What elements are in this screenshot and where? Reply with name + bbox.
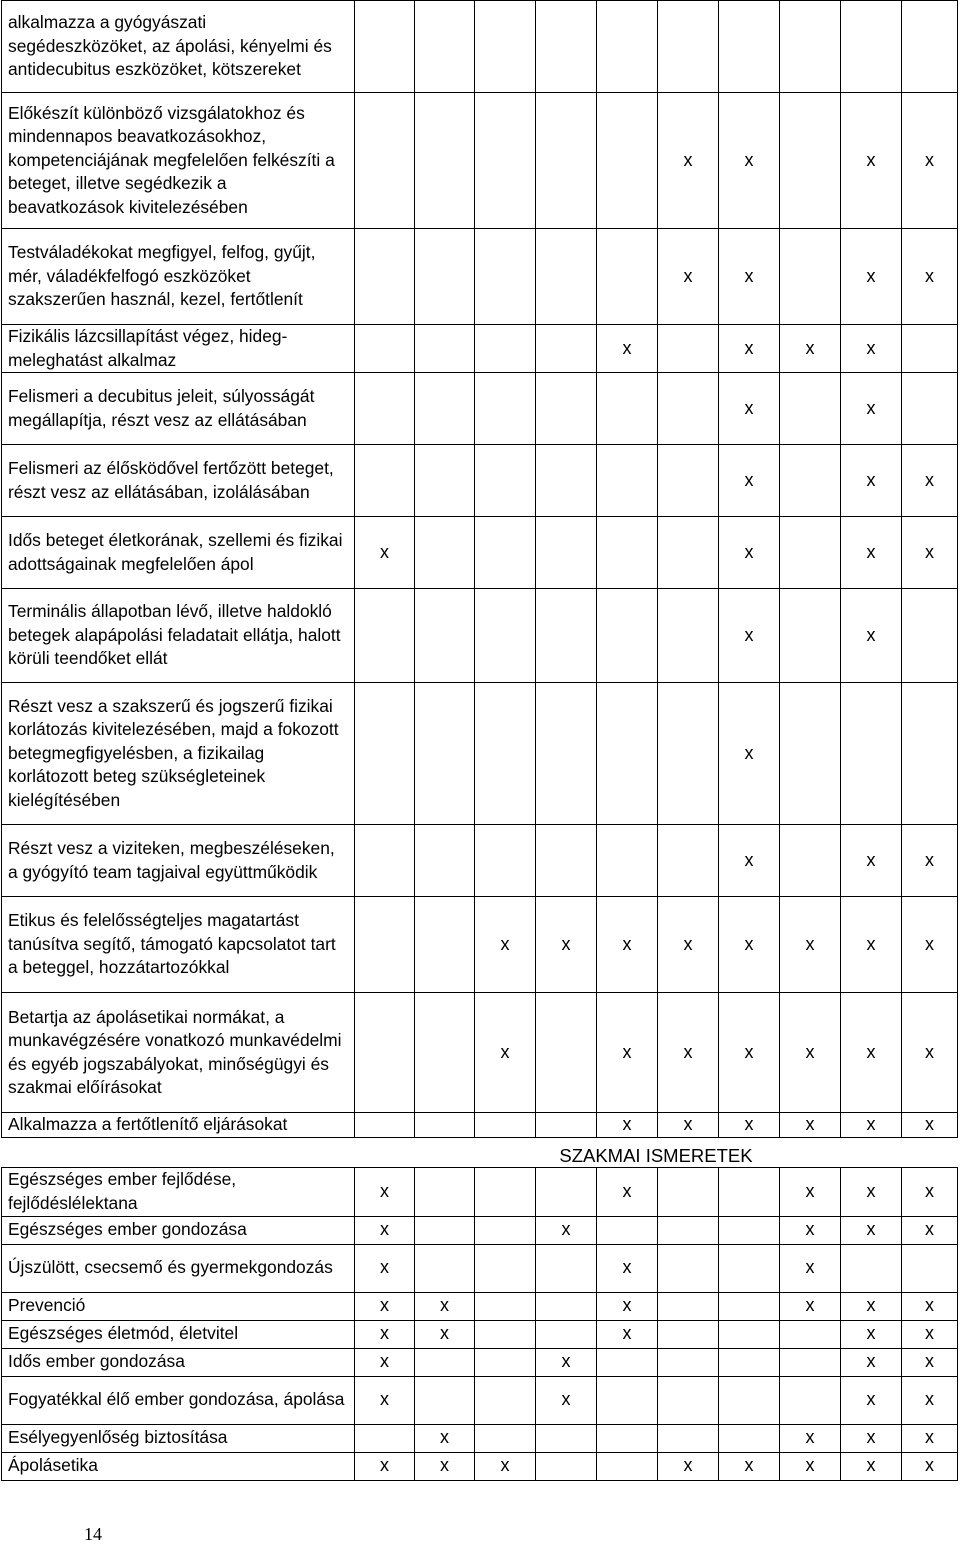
mark-cell: [475, 683, 536, 825]
mark-cell: x: [415, 1292, 475, 1320]
table-row: [2, 1216, 958, 1244]
mark-cell: [597, 1348, 658, 1376]
mark-cell: x: [658, 93, 719, 229]
mark-cell: [780, 93, 841, 229]
row-label: Részt vesz a szakszerű és jogszerű fizikai korlátozás kivitelezésében, majd a fokozott betegmegfigyelésben, a fizikailag korlátozott beteg szükségleteinek kielégítésében: [2, 683, 355, 825]
mark-cell: [536, 1244, 597, 1292]
mark-cell: x: [719, 897, 780, 993]
mark-cell: [536, 1452, 597, 1480]
mark-cell: x: [841, 1376, 902, 1424]
table-row: [2, 1168, 958, 1216]
mark-cell: [902, 1244, 958, 1292]
page-number: 14: [84, 1524, 102, 1544]
mark-cell: x: [780, 897, 841, 993]
mark-cell: [719, 1, 780, 93]
mark-cell: [658, 1292, 719, 1320]
mark-cell: x: [902, 1348, 958, 1376]
mark-cell: [597, 1, 658, 93]
mark-cell: x: [658, 1113, 719, 1138]
row-label: Egészséges ember gondozása: [2, 1216, 355, 1244]
mark-cell: x: [902, 825, 958, 897]
mark-cell: [780, 1348, 841, 1376]
mark-cell: x: [902, 1452, 958, 1480]
mark-cell: [658, 1320, 719, 1348]
mark-cell: [475, 1376, 536, 1424]
mark-cell: [355, 825, 415, 897]
table-row: [2, 517, 958, 589]
mark-cell: x: [719, 325, 780, 373]
row-label: Előkészít különböző vizsgálatokhoz és mindennapos beavatkozásokhoz, kompetenciájának megfelelően felkészíti a beteget, illetve segédkezik a beavatkozások kivitelezésében: [2, 93, 355, 229]
section-header: SZAKMAI ISMERETEK: [559, 1144, 753, 1166]
mark-cell: [597, 825, 658, 897]
table-row: [2, 589, 958, 683]
mark-cell: x: [780, 1244, 841, 1292]
mark-cell: x: [719, 1452, 780, 1480]
mark-cell: [475, 445, 536, 517]
mark-cell: [902, 1, 958, 93]
mark-cell: [475, 325, 536, 373]
mark-cell: x: [841, 1320, 902, 1348]
mark-cell: x: [355, 1292, 415, 1320]
mark-cell: [415, 1113, 475, 1138]
row-label: Fogyatékkal élő ember gondozása, ápolása: [2, 1376, 355, 1424]
mark-cell: [780, 517, 841, 589]
skills-rows: [2, 1, 958, 1138]
mark-cell: x: [658, 897, 719, 993]
mark-cell: x: [658, 229, 719, 325]
mark-cell: [475, 1320, 536, 1348]
table-row: [2, 1292, 958, 1320]
mark-cell: x: [597, 325, 658, 373]
mark-cell: x: [355, 1216, 415, 1244]
mark-cell: [597, 683, 658, 825]
mark-cell: x: [355, 1376, 415, 1424]
mark-cell: [415, 93, 475, 229]
mark-cell: [415, 325, 475, 373]
mark-cell: [415, 1168, 475, 1216]
mark-cell: [415, 1216, 475, 1244]
mark-cell: [475, 93, 536, 229]
mark-cell: x: [841, 1424, 902, 1452]
table-row: [2, 373, 958, 445]
mark-cell: [536, 1424, 597, 1452]
mark-cell: x: [902, 993, 958, 1113]
table-row: [2, 993, 958, 1113]
row-label: Idős ember gondozása: [2, 1348, 355, 1376]
mark-cell: [597, 1376, 658, 1424]
mark-cell: x: [536, 1348, 597, 1376]
row-label: Esélyegyenlőség biztosítása: [2, 1424, 355, 1452]
row-label: Felismeri az élősködővel fertőzött beteget, részt vesz az ellátásában, izolálásában: [2, 445, 355, 517]
mark-cell: [658, 1, 719, 93]
mark-cell: [536, 1113, 597, 1138]
row-label: Idős beteget életkorának, szellemi és fizikai adottságainak megfelelően ápol: [2, 517, 355, 589]
mark-cell: [475, 1244, 536, 1292]
mark-cell: x: [475, 1452, 536, 1480]
row-label: Fizikális lázcsillapítást végez, hideg-meleghatást alkalmaz: [2, 325, 355, 373]
mark-cell: x: [780, 1452, 841, 1480]
mark-cell: x: [841, 993, 902, 1113]
table-row: [2, 825, 958, 897]
table-row: [2, 1452, 958, 1480]
mark-cell: x: [902, 1424, 958, 1452]
mark-cell: [475, 589, 536, 683]
mark-cell: [597, 445, 658, 517]
mark-cell: [719, 1292, 780, 1320]
mark-cell: [536, 1168, 597, 1216]
mark-cell: x: [719, 93, 780, 229]
mark-cell: x: [597, 1292, 658, 1320]
mark-cell: [597, 589, 658, 683]
table-row: [2, 325, 958, 373]
mark-cell: [536, 1320, 597, 1348]
mark-cell: x: [841, 445, 902, 517]
mark-cell: x: [841, 825, 902, 897]
row-label: Betartja az ápolásetikai normákat, a munkavégzésére vonatkozó munkavédelmi és egyéb jogszabályokat, minőségügyi és szakmai előírásokat: [2, 993, 355, 1113]
mark-cell: [658, 517, 719, 589]
row-label: Egészséges életmód, életvitel: [2, 1320, 355, 1348]
row-label: Alkalmazza a fertőtlenítő eljárásokat: [2, 1113, 355, 1138]
mark-cell: x: [597, 897, 658, 993]
mark-cell: [902, 325, 958, 373]
mark-cell: x: [780, 1113, 841, 1138]
mark-cell: [536, 325, 597, 373]
row-label: Testváladékokat megfigyel, felfog, gyűjt, mér, váladékfelfogó eszközöket szakszerűen használ, kezel, fertőtlenít: [2, 229, 355, 325]
mark-cell: x: [719, 993, 780, 1113]
mark-cell: x: [658, 993, 719, 1113]
mark-cell: [719, 1216, 780, 1244]
row-label: Újszülött, csecsemő és gyermekgondozás: [2, 1244, 355, 1292]
mark-cell: [719, 1348, 780, 1376]
mark-cell: [475, 1, 536, 93]
mark-cell: [415, 683, 475, 825]
mark-cell: [780, 825, 841, 897]
mark-cell: [658, 1168, 719, 1216]
mark-cell: [719, 1244, 780, 1292]
mark-cell: [415, 1, 475, 93]
row-label: Egészséges ember fejlődése, fejlődéslélektana: [2, 1168, 355, 1216]
mark-cell: [355, 683, 415, 825]
mark-cell: [658, 1244, 719, 1292]
mark-cell: x: [597, 1168, 658, 1216]
mark-cell: x: [719, 825, 780, 897]
mark-cell: x: [841, 897, 902, 993]
mark-cell: [902, 683, 958, 825]
mark-cell: [415, 517, 475, 589]
mark-cell: [841, 1, 902, 93]
mark-cell: [902, 373, 958, 445]
mark-cell: [475, 1113, 536, 1138]
mark-cell: [780, 589, 841, 683]
mark-cell: [719, 1168, 780, 1216]
mark-cell: [597, 1424, 658, 1452]
mark-cell: [597, 517, 658, 589]
mark-cell: x: [841, 229, 902, 325]
mark-cell: [536, 993, 597, 1113]
mark-cell: [780, 1320, 841, 1348]
knowledge-rows: [2, 1168, 958, 1480]
mark-cell: x: [597, 993, 658, 1113]
mark-cell: [597, 1216, 658, 1244]
mark-cell: [597, 373, 658, 445]
mark-cell: x: [355, 1452, 415, 1480]
mark-cell: [597, 93, 658, 229]
mark-cell: x: [902, 1292, 958, 1320]
mark-cell: x: [719, 1113, 780, 1138]
mark-cell: x: [902, 1113, 958, 1138]
mark-cell: x: [597, 1320, 658, 1348]
mark-cell: x: [719, 445, 780, 517]
mark-cell: x: [415, 1452, 475, 1480]
mark-cell: x: [841, 1216, 902, 1244]
table-row: [2, 683, 958, 825]
mark-cell: [355, 897, 415, 993]
mark-cell: [415, 993, 475, 1113]
mark-cell: x: [355, 1348, 415, 1376]
mark-cell: x: [536, 897, 597, 993]
mark-cell: [597, 229, 658, 325]
row-label: Részt vesz a viziteken, megbeszéléseken, a gyógyító team tagjaival együttműködik: [2, 825, 355, 897]
mark-cell: [415, 445, 475, 517]
mark-cell: x: [355, 1168, 415, 1216]
mark-cell: x: [475, 993, 536, 1113]
mark-cell: x: [719, 229, 780, 325]
mark-cell: [536, 445, 597, 517]
row-label: Terminális állapotban lévő, illetve haldokló betegek alapápolási feladatait ellátja, halott körüli teendőket ellát: [2, 589, 355, 683]
mark-cell: x: [719, 589, 780, 683]
mark-cell: [780, 445, 841, 517]
mark-cell: [658, 589, 719, 683]
table-row: [2, 897, 958, 993]
mark-cell: [719, 1424, 780, 1452]
mark-cell: [355, 589, 415, 683]
table-row: [2, 229, 958, 325]
row-label: alkalmazza a gyógyászati segédeszközöket, az ápolási, kényelmi és antidecubitus eszközöket, kötszereket: [2, 1, 355, 93]
section-header-row: [2, 1137, 958, 1168]
mark-cell: x: [902, 897, 958, 993]
mark-cell: x: [536, 1376, 597, 1424]
mark-cell: x: [841, 93, 902, 229]
table-row: [2, 1424, 958, 1452]
mark-cell: [415, 229, 475, 325]
mark-cell: [658, 445, 719, 517]
mark-cell: [355, 1113, 415, 1138]
mark-cell: x: [780, 1168, 841, 1216]
mark-cell: x: [597, 1113, 658, 1138]
mark-cell: x: [902, 1320, 958, 1348]
mark-cell: [780, 1, 841, 93]
mark-cell: [355, 1424, 415, 1452]
mark-cell: [780, 683, 841, 825]
mark-cell: x: [902, 93, 958, 229]
mark-cell: x: [719, 683, 780, 825]
mark-cell: x: [355, 517, 415, 589]
table-row: [2, 1, 958, 93]
mark-cell: x: [841, 325, 902, 373]
mark-cell: [780, 1376, 841, 1424]
mark-cell: x: [780, 1292, 841, 1320]
mark-cell: x: [902, 1376, 958, 1424]
mark-cell: [780, 373, 841, 445]
mark-cell: [658, 825, 719, 897]
mark-cell: x: [841, 1292, 902, 1320]
mark-cell: [719, 1320, 780, 1348]
mark-cell: [536, 93, 597, 229]
mark-cell: [475, 373, 536, 445]
mark-cell: [355, 1, 415, 93]
mark-cell: [355, 325, 415, 373]
table-row: [2, 93, 958, 229]
mark-cell: x: [475, 897, 536, 993]
mark-cell: x: [902, 445, 958, 517]
mark-cell: [355, 373, 415, 445]
mark-cell: [415, 589, 475, 683]
mark-cell: [475, 825, 536, 897]
mark-cell: x: [841, 589, 902, 683]
mark-cell: [536, 825, 597, 897]
mark-cell: x: [597, 1244, 658, 1292]
mark-cell: x: [902, 1216, 958, 1244]
mark-cell: [658, 325, 719, 373]
mark-cell: x: [415, 1424, 475, 1452]
mark-cell: [536, 1292, 597, 1320]
mark-cell: [536, 589, 597, 683]
mark-cell: [415, 373, 475, 445]
mark-cell: [658, 1376, 719, 1424]
mark-cell: [841, 683, 902, 825]
table-row: [2, 445, 958, 517]
mark-cell: [658, 1216, 719, 1244]
table-row: [2, 1376, 958, 1424]
mark-cell: [658, 683, 719, 825]
mark-cell: x: [536, 1216, 597, 1244]
mark-cell: [475, 1292, 536, 1320]
mark-cell: x: [841, 1452, 902, 1480]
mark-cell: [355, 993, 415, 1113]
mark-cell: [536, 229, 597, 325]
mark-cell: x: [658, 1452, 719, 1480]
table-row: [2, 1320, 958, 1348]
row-label: Prevenció: [2, 1292, 355, 1320]
mark-cell: x: [355, 1320, 415, 1348]
mark-cell: [841, 1244, 902, 1292]
mark-cell: x: [841, 517, 902, 589]
mark-cell: [902, 589, 958, 683]
mark-cell: [415, 1376, 475, 1424]
mark-cell: [415, 1348, 475, 1376]
mark-cell: [536, 517, 597, 589]
mark-cell: [475, 1168, 536, 1216]
mark-cell: [658, 373, 719, 445]
mark-cell: x: [719, 517, 780, 589]
mark-cell: [658, 1348, 719, 1376]
mark-cell: [536, 373, 597, 445]
mark-cell: [780, 229, 841, 325]
table-row: [2, 1113, 958, 1138]
mark-cell: [415, 897, 475, 993]
mark-cell: x: [355, 1244, 415, 1292]
mark-cell: x: [780, 325, 841, 373]
mark-cell: [658, 1424, 719, 1452]
mark-cell: x: [841, 1168, 902, 1216]
table-row: [2, 1348, 958, 1376]
mark-cell: [597, 1452, 658, 1480]
mark-cell: [355, 229, 415, 325]
mark-cell: x: [841, 1113, 902, 1138]
competency-table: [1, 0, 958, 1481]
mark-cell: x: [780, 1216, 841, 1244]
mark-cell: x: [719, 373, 780, 445]
mark-cell: [475, 1348, 536, 1376]
mark-cell: [415, 825, 475, 897]
mark-cell: [475, 1216, 536, 1244]
row-label: Ápolásetika: [2, 1452, 355, 1480]
mark-cell: [475, 517, 536, 589]
mark-cell: x: [841, 1348, 902, 1376]
mark-cell: x: [841, 373, 902, 445]
row-label: Felismeri a decubitus jeleit, súlyosságát megállapítja, részt vesz az ellátásában: [2, 373, 355, 445]
mark-cell: [719, 1376, 780, 1424]
mark-cell: [536, 683, 597, 825]
mark-cell: x: [780, 993, 841, 1113]
mark-cell: x: [415, 1320, 475, 1348]
table-row: [2, 1244, 958, 1292]
mark-cell: x: [780, 1424, 841, 1452]
mark-cell: [355, 445, 415, 517]
mark-cell: [415, 1244, 475, 1292]
mark-cell: [536, 1, 597, 93]
mark-cell: x: [902, 1168, 958, 1216]
mark-cell: [475, 1424, 536, 1452]
mark-cell: x: [902, 229, 958, 325]
mark-cell: [475, 229, 536, 325]
mark-cell: x: [902, 517, 958, 589]
row-label: Etikus és felelősségteljes magatartást tanúsítva segítő, támogató kapcsolatot tart a beteggel, hozzátartozókkal: [2, 897, 355, 993]
mark-cell: [355, 93, 415, 229]
